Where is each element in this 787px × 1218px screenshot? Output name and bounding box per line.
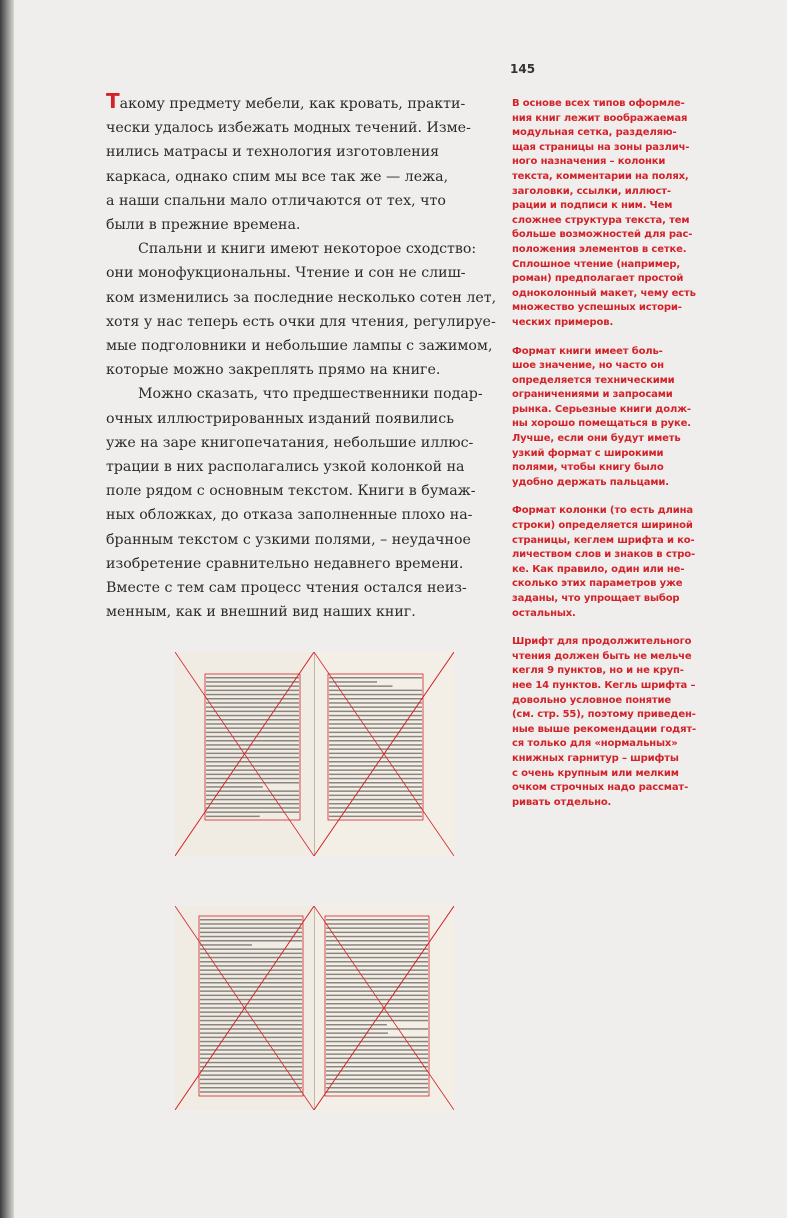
sidenote-line: множество успешных истори-: [512, 302, 682, 314]
greeked-text-line: [326, 1087, 428, 1089]
sidenote-line: роман) предполагает простой: [512, 273, 684, 285]
grid-diagram-2: [175, 906, 454, 1110]
greeked-text-line: [200, 990, 302, 992]
body-text-line: Можно сказать, что предшественники подар-: [138, 386, 483, 403]
greeked-text-line: [326, 1045, 428, 1047]
greeked-text-line: [206, 685, 299, 687]
greeked-text-line: [326, 978, 428, 980]
body-text-line: каркаса, однако спим мы все так же — лежа,: [106, 168, 449, 185]
body-text-line: были в прежние времена.: [106, 217, 301, 234]
page-number: 145: [510, 62, 536, 76]
greeked-text-line: [326, 999, 428, 1001]
greeked-text-line: [329, 761, 422, 763]
greeked-text-line: [326, 1079, 428, 1081]
greeked-text-line: [329, 807, 422, 809]
greeked-text-line: [326, 940, 428, 942]
greeked-text-line: [326, 982, 428, 984]
greeked-text-line: [326, 948, 428, 950]
greeked-text-line: [326, 995, 428, 997]
body-text-line: Вместе с тем сам процесс чтения остался неиз-: [106, 580, 467, 597]
greeked-text-line: [200, 1045, 302, 1047]
greeked-text-line: [200, 974, 302, 976]
sidenote-line: текста, комментарии на полях,: [512, 170, 689, 182]
sidenote-line: рынка. Серьезные книги долж-: [512, 403, 691, 415]
greeked-text-line: [326, 1024, 387, 1026]
greeked-text-line: [326, 1032, 388, 1034]
greeked-text-line: [329, 681, 377, 683]
greeked-text-line: [326, 1041, 428, 1043]
grid-diagram-1: [175, 652, 454, 856]
sidenote-line: заданы, что упрощает выбор: [512, 593, 680, 604]
sidenote-line: сколько этих параметров уже: [512, 578, 683, 590]
sidenote-line: страницы, кеглем шрифта и ко-: [512, 534, 695, 546]
sidenote-line: очком строчных надо рассмат-: [512, 782, 689, 794]
greeked-text-line: [326, 927, 428, 929]
greeked-text-line: [329, 744, 422, 746]
body-text-line: мые подголовники и небольшие лампы с зажимом,: [106, 338, 493, 355]
greeked-text-line: [329, 774, 422, 776]
greeked-text-line: [206, 723, 299, 725]
greeked-text-line: [200, 1079, 302, 1081]
body-text-line: Спальни и книги имеют некоторое сходство:: [138, 241, 477, 258]
greeked-text-line: [329, 685, 392, 687]
greeked-text-line: [206, 740, 299, 742]
sidenote-line: заголовки, ссылки, иллюст-: [512, 185, 671, 197]
greeked-text-line: [329, 706, 422, 708]
body-text-line: очных иллюстрированных изданий появились: [106, 410, 454, 427]
sidenote-line: шое значение, но часто он: [512, 360, 664, 372]
greeked-text-line: [200, 927, 302, 929]
sidenote-line: ривать отдельно.: [512, 796, 612, 808]
body-text-line: а наши спальни мало отличаются от тех, что: [106, 192, 446, 209]
sidenote-paragraph: [512, 345, 742, 491]
greeked-text-line: [329, 786, 422, 788]
greeked-text-line: [329, 736, 422, 738]
greeked-text-line: [329, 727, 422, 729]
greeked-text-line: [200, 986, 302, 988]
greeked-text-line: [206, 774, 299, 776]
greeked-text-line: [200, 969, 302, 971]
sidenote-line: ния книг лежит воображаемая: [512, 112, 688, 124]
greeked-text-line: [200, 1074, 302, 1076]
sidenote-line: ся только для «нормальных»: [512, 738, 678, 750]
greeked-text-line: [200, 940, 302, 942]
greeked-text-line: [326, 1028, 428, 1030]
greeked-text-line: [206, 706, 299, 708]
greeked-text-line: [200, 1053, 302, 1055]
greeked-text-line: [329, 753, 422, 755]
body-text-line: чески удалось избежать модных течений. Изме-: [106, 120, 471, 137]
sidenote-line: ны хорошо помещаться в руке.: [512, 418, 691, 430]
body-text-line: трации в них располагались узкой колонкой на: [106, 459, 465, 476]
greeked-text-line: [329, 702, 422, 704]
sidenote-line: довольно условное понятие: [512, 694, 672, 706]
body-text-line: ных обложках, до отказа заполненные плохо на-: [106, 507, 473, 524]
greeked-text-line: [206, 782, 299, 784]
greeked-text-line: [329, 811, 422, 813]
body-text-line: ком изменились за последние несколько сотен лет,: [106, 289, 497, 306]
greeked-text-line: [200, 1020, 302, 1022]
greeked-text-line: [329, 711, 422, 713]
greeked-text-line: [206, 736, 299, 738]
sidenote-line: ные выше рекомендации годят-: [512, 723, 697, 735]
greeked-text-line: [200, 1058, 302, 1060]
greeked-text-line: [200, 978, 302, 980]
greeked-text-line: [326, 1011, 428, 1013]
greeked-text-line: [326, 936, 428, 938]
sidenote-line: ограничениями и запросами: [512, 389, 673, 401]
greeked-text-line: [206, 799, 299, 801]
greeked-text-line: [326, 1007, 428, 1009]
greeked-text-line: [206, 732, 299, 734]
greeked-text-line: [206, 811, 299, 813]
sidenote-line: личеством слов и знаков в стро-: [512, 549, 695, 561]
body-text-line-rest: акому предмету мебели, как кровать, практи-: [119, 96, 466, 112]
greeked-text-line: [326, 974, 428, 976]
sidenote-paragraph: [512, 97, 742, 331]
greeked-text-line: [206, 748, 299, 750]
sidenote-line: нее 14 пунктов. Кегль шрифта –: [512, 679, 696, 691]
greeked-text-line: [206, 778, 299, 780]
sidenote-line: щая страницы на зоны различ-: [512, 141, 690, 153]
greeked-text-line: [329, 715, 422, 717]
greeked-text-line: [326, 1053, 428, 1055]
greeked-text-line: [326, 953, 428, 955]
greeked-text-line: [206, 681, 299, 683]
sidenote-line: больше возможностей для рас-: [512, 229, 693, 241]
greeked-text-line: [326, 1058, 428, 1060]
greeked-text-line: [206, 753, 299, 755]
sidenote-line: ного назначения – колонки: [512, 156, 666, 168]
sidenote-line: модульная сетка, разделяю-: [512, 127, 677, 139]
greeked-text-line: [200, 936, 302, 938]
greeked-text-line: [329, 782, 422, 784]
greeked-text-line: [326, 1016, 428, 1018]
greeked-text-line: [200, 1011, 302, 1013]
greeked-text-line: [200, 944, 252, 946]
sidenote-column: [512, 97, 742, 824]
greeked-text-line: [326, 1020, 428, 1022]
greeked-text-line: [206, 719, 299, 721]
sidenote-paragraph: [512, 504, 742, 621]
greeked-text-line: [326, 1074, 428, 1076]
sidenote-line: определяется техническими: [512, 374, 675, 386]
greeked-text-line: [200, 1007, 302, 1009]
greeked-text-line: [200, 1083, 302, 1085]
greeked-text-line: [200, 1066, 302, 1068]
greeked-text-line: [206, 677, 299, 679]
sidenote-line: сложнее структура текста, тем: [512, 214, 690, 226]
greeked-text-line: [326, 990, 428, 992]
greeked-text-line: [200, 1003, 302, 1005]
main-text-column: [106, 89, 497, 624]
greeked-text-line: [200, 932, 302, 934]
drop-cap: Т: [106, 89, 120, 113]
greeked-text-line: [200, 919, 302, 921]
greeked-text-line: [326, 986, 428, 988]
greeked-text-line: [206, 816, 260, 818]
body-text-line: менным, как и внешний вид наших книг.: [106, 604, 416, 621]
greeked-text-line: [329, 757, 422, 759]
sidenote-line: Шрифт для продолжительного: [512, 636, 692, 648]
greeked-text-line: [206, 690, 299, 692]
greeked-text-line: [206, 807, 299, 809]
greeked-text-line: [329, 723, 422, 725]
body-text-line: уже на заре книгопечатания, небольшие иллюс-: [106, 434, 474, 451]
greeked-text-line: [206, 702, 299, 704]
greeked-text-line: [206, 761, 299, 763]
greeked-text-line: [326, 1003, 428, 1005]
book-spread-illustration-2: [175, 906, 454, 1110]
greeked-text-line: [329, 748, 422, 750]
body-text-line: изобретение сравнительно недавнего времени.: [106, 555, 464, 572]
greeked-text-line: [329, 803, 422, 805]
sidenote-line: с очень крупным или мелким: [512, 767, 679, 779]
greeked-text-line: [200, 923, 302, 925]
greeked-text-line: [326, 919, 428, 921]
greeked-text-line: [206, 757, 299, 759]
body-text-line: поле рядом с основным текстом. Книги в бумаж-: [106, 483, 476, 500]
body-text-line: нились матрасы и технология изготовления: [106, 144, 440, 161]
greeked-text-line: [206, 786, 263, 788]
greeked-text-line: [206, 711, 299, 713]
body-text-line: которые можно закреплять прямо на книге.: [106, 362, 441, 379]
greeked-text-line: [206, 744, 299, 746]
greeked-text-line: [329, 690, 422, 692]
sidenote-line: ческих примеров.: [512, 316, 614, 328]
sidenote-line: Сплошное чтение (например,: [512, 258, 681, 270]
sidenote-line: остальных.: [512, 607, 576, 619]
greeked-text-line: [200, 1024, 302, 1026]
greeked-text-line: [200, 1037, 302, 1039]
greeked-text-line: [329, 698, 422, 700]
greeked-text-line: [200, 1091, 302, 1093]
sidenote-line: Лучше, если они будут иметь: [512, 433, 681, 445]
body-text-line: они монофукциональны. Чтение и сон не слиш-: [106, 265, 466, 282]
greeked-text-line: [200, 1041, 302, 1043]
greeked-text-line: [326, 961, 428, 963]
greeked-text-line: [329, 732, 422, 734]
greeked-text-line: [326, 957, 428, 959]
greeked-text-line: [200, 995, 302, 997]
sidenote-line: чтения должен быть не мельче: [512, 650, 692, 662]
greeked-text-line: [326, 1066, 428, 1068]
greeked-text-line: [329, 790, 422, 792]
greeked-text-line: [329, 677, 422, 679]
greeked-text-line: [206, 803, 299, 805]
sidenote-line: книжных гарнитур – шрифты: [512, 752, 679, 764]
sidenote-line: Формат книги имеет боль-: [512, 345, 663, 357]
greeked-text-line: [329, 816, 422, 818]
greeked-text-line: [206, 769, 299, 771]
greeked-text-line: [200, 953, 302, 955]
greeked-text-line: [206, 795, 299, 797]
greeked-text-line: [326, 932, 428, 934]
sidenote-line: положения элементов в сетке.: [512, 243, 687, 255]
sidenote-line: кегля 9 пунктов, но и не круп-: [512, 665, 684, 677]
greeked-text-line: [200, 948, 302, 950]
greeked-text-line: [329, 769, 422, 771]
greeked-text-line: [329, 795, 422, 797]
sidenote-line: Формат колонки (то есть длина: [512, 505, 693, 517]
greeked-text-line: [200, 1028, 302, 1030]
greeked-text-line: [326, 1083, 428, 1085]
sidenote-line: рации и подписи к ним. Чем: [512, 200, 673, 212]
greeked-text-line: [326, 1091, 428, 1093]
body-text-line: хотя у нас теперь есть очки для чтения, регулируе-: [106, 313, 496, 330]
greeked-text-line: [200, 957, 302, 959]
sidenote-line: полями, чтобы книгу было: [512, 462, 664, 474]
greeked-text-line: [206, 727, 299, 729]
greeked-text-line: [200, 1032, 302, 1034]
greeked-text-line: [326, 923, 428, 925]
sidenote-line: В основе всех типов оформле-: [512, 98, 685, 109]
sidenote-line: одноколонный макет, чему есть: [512, 287, 696, 299]
greeked-text-line: [200, 961, 302, 963]
sidenote-line: удобно держать пальцами.: [512, 476, 669, 488]
sidenote-paragraph: [512, 635, 742, 810]
book-spread-illustration-1: [175, 652, 454, 856]
sidenote-line: ке. Как правило, один или не-: [512, 563, 685, 575]
greeked-text-line: [206, 698, 299, 700]
greeked-text-line: [326, 1062, 428, 1064]
sidenote-line: (см. стр. 55), поэтому приведен-: [512, 709, 696, 721]
greeked-text-line: [200, 1087, 302, 1089]
body-text-line: бранным текстом с узкими полями, – неудачное: [106, 531, 471, 548]
greeked-text-line: [326, 1037, 428, 1039]
greeked-text-line: [326, 969, 428, 971]
body-text-line: [106, 89, 492, 116]
greeked-text-line: [329, 778, 422, 780]
greeked-text-line: [200, 982, 302, 984]
greeked-text-line: [200, 1062, 302, 1064]
binding-shadow: [0, 0, 14, 1218]
sidenote-line: строки) определяется шириной: [512, 520, 693, 532]
greeked-text-line: [206, 715, 299, 717]
sidenote-line: узкий формат с широкими: [512, 447, 664, 459]
greeked-text-line: [329, 799, 422, 801]
